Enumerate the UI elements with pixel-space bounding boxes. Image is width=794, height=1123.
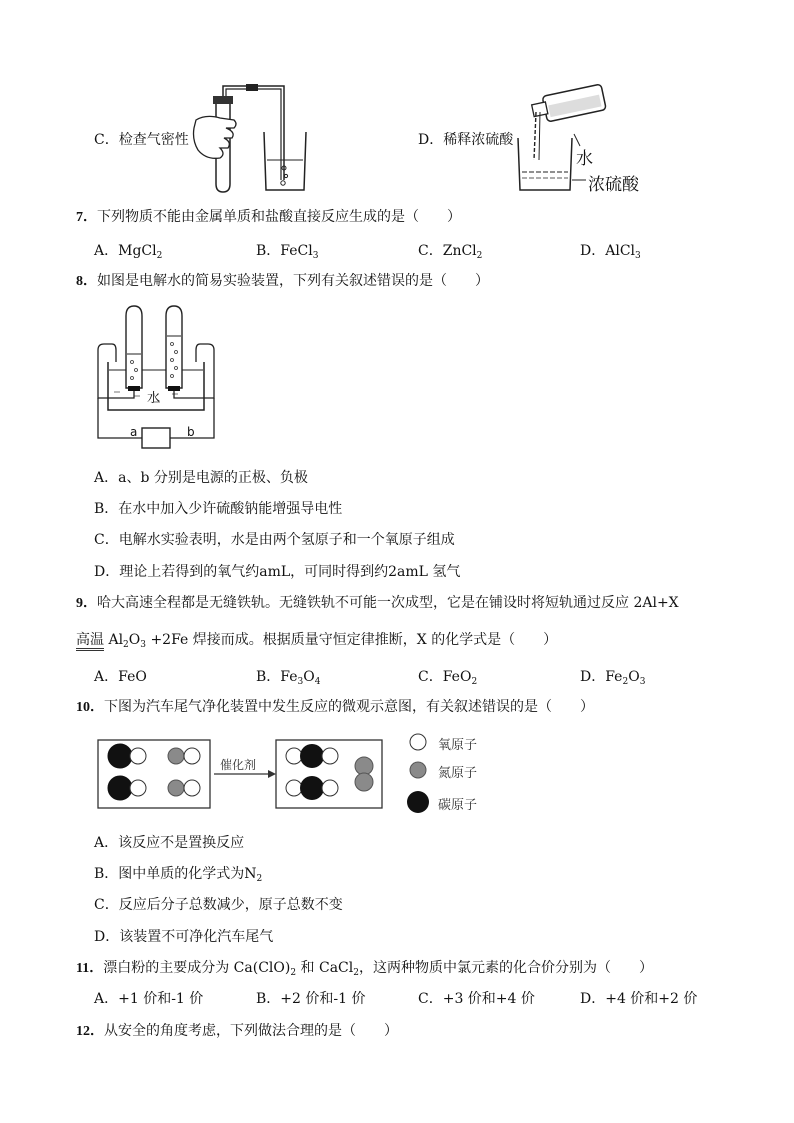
q10-option-c: C．反应后分子总数减少，原子总数不变 xyxy=(94,897,343,913)
q9-text-2: +2Fe 焊接而成。根据质量守恒定律推断，X 的化学式是（ ） xyxy=(146,632,558,648)
q7-text: 下列物质不能由金属单质和盐酸直接反应生成的是（ ） xyxy=(97,209,461,225)
electrolysis-figure xyxy=(94,302,218,452)
q8-number: 8． xyxy=(76,274,97,289)
q9-option-b: B．$Fe_3O_4$ xyxy=(256,669,321,687)
q10-option-b: B．图中单质的化学式为$N_2$ xyxy=(94,866,263,884)
q9-option-c: C．FeO$_2$ xyxy=(418,669,478,687)
q8-text: 如图是电解水的简易实验装置，下列有关叙述错误的是（ ） xyxy=(97,273,489,289)
q10-option-a: A．该反应不是置换反应 xyxy=(94,835,245,851)
q9-option-d: D．$Fe_2O_3$ xyxy=(580,669,646,687)
airtightness-check-figure xyxy=(186,80,310,198)
q11-option-c: C．+3 价和+4 价 xyxy=(418,991,535,1007)
q6-option-c: C．检查气密性 xyxy=(94,132,189,148)
q8-stem xyxy=(76,270,489,290)
q11-option-d: D．+4 价和+2 价 xyxy=(580,991,698,1007)
q7-option-a: A．MgCl$_2$ xyxy=(94,243,163,261)
q12-text: 从安全的角度考虑，下列做法合理的是（ ） xyxy=(104,1023,398,1039)
q10-option-d: D．该装置不可净化汽车尾气 xyxy=(94,929,274,945)
electrode-b-label: b xyxy=(187,425,195,439)
q9-condition: 高温 xyxy=(76,632,104,651)
legend-nitrogen: 氮原子 xyxy=(438,766,478,781)
q6-option-d: D．稀释浓硫酸 xyxy=(418,132,514,148)
electrode-a-label: a xyxy=(130,425,138,439)
legend-carbon: 碳原子 xyxy=(438,798,478,813)
q8-option-d: D．理论上若得到的氧气约amL，可同时得到约2amL 氢气 xyxy=(94,564,461,580)
catalyst-label: 催化剂 xyxy=(220,758,257,772)
q11-option-a: A．+1 价和-1 价 xyxy=(94,991,204,1007)
q11-number: 11． xyxy=(76,961,104,976)
q9-number: 9． xyxy=(76,596,97,611)
q9-stem-line1 xyxy=(76,592,679,612)
q11-text: ，这两种物质中氯元素的化合价分别为（ ） xyxy=(358,960,653,976)
q7-stem xyxy=(76,206,461,226)
q10-stem xyxy=(76,696,594,716)
electrolysis-water-label: 水 xyxy=(147,391,161,406)
q11-option-b: B．+2 价和-1 价 xyxy=(256,991,366,1007)
q7-option-c: C．ZnCl$_2$ xyxy=(418,243,483,261)
q10-text: 下图为汽车尾气净化装置中发生反应的微观示意图，有关叙述错误的是（ ） xyxy=(104,699,594,715)
q9-option-a: A．FeO xyxy=(94,669,147,685)
q9-text-1: 哈大高速全程都是无缝铁轨。无缝铁轨不可能一次成型，它是在铺设时将短轨通过反应 2Al+X xyxy=(97,595,679,611)
q10-number: 10． xyxy=(76,700,104,715)
reaction-micro-figure xyxy=(96,730,488,814)
q12-stem xyxy=(76,1020,398,1040)
q7-option-d: D．AlCl$_3$ xyxy=(580,243,641,261)
q8-option-a: A．a、b 分别是电源的正极、负极 xyxy=(94,470,308,486)
q8-option-b: B．在水中加入少许硫酸钠能增强导电性 xyxy=(94,501,343,517)
q11-stem: 11．漂白粉的主要成分为 $Ca(ClO)_2$ 和 CaCl$_2$，这两种物质中氯元素的化合价分别为（ ） xyxy=(76,960,653,978)
q8-option-c: C．电解水实验表明，水是由两个氢原子和一个氧原子组成 xyxy=(94,532,455,548)
q7-option-b: B．FeCl$_3$ xyxy=(256,243,319,261)
q12-number: 12． xyxy=(76,1024,104,1039)
q9-stem-line2: 高温 $Al_2O_3 +2Fe$ 焊接而成。根据质量守恒定律推断，X 的化学式是（ ） xyxy=(76,632,558,650)
q7-number: 7． xyxy=(76,210,97,225)
water-label: 水 xyxy=(576,149,593,169)
legend-oxygen: 氧原子 xyxy=(438,738,478,753)
acid-label: 浓硫酸 xyxy=(588,175,639,195)
